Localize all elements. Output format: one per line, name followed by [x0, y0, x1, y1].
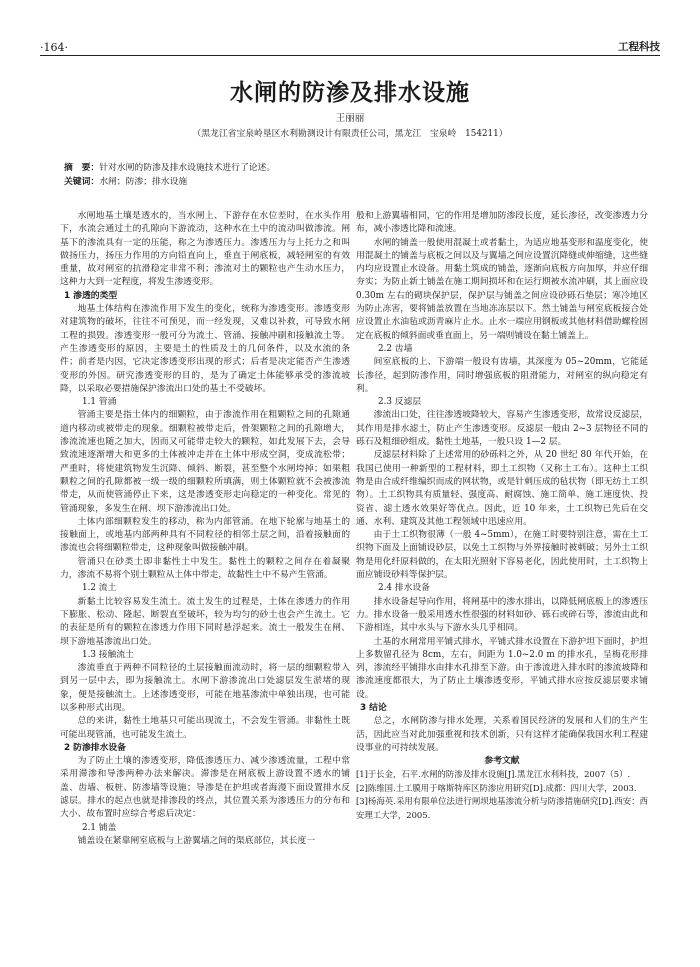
page-number: ·164·: [40, 41, 68, 54]
right-column-body: [356, 210, 648, 755]
paragraph: 由于土工织物很薄（一般 4~5mm），在施工时要特别注意，需在土工织物下面及上面铺设砂层，以免土工织物与外界接触时被刺破；另外土工织物是用化纤原料做的，在太阳光照射下容易老化，因此使用时，土工织物上面应铺设砂料等保护层。: [356, 530, 648, 581]
paragraph: 地基土体结构在渗流作用下发生的变化，统称为渗透变形。渗透变形对建筑物的破坏，往往不可预见，而一经发现，又难以补救，可导致水闸工程的损毁。渗透变形一般可分为流土、管涌、接触冲刷和接触流土等。产生渗透变形的原因，主要是土的性质及土的几何条件，以及水流的条件；前者是内因，它决定渗透变形出现的形式；后者是决定能否产生渗透变形的外因。研究渗透变形的目的，是为了确定土体能够承受的渗流坡降，以采取必要措施保护渗流出口处的基土不受破坏。: [60, 304, 350, 394]
right-column: [356, 210, 648, 930]
section-heading: 2.4 排水设备: [378, 583, 430, 594]
reference-item: [1]于长金，石平.水闸的防渗及排水设施[J].黑龙江水利科技，2007（5）.: [356, 769, 631, 780]
paragraph: 新黏土比较容易发生流土。流土发生的过程是，土体在渗透力的作用下膨胀、松动、隆起、断裂直至破坏，较为均匀的砂土也会产生流土。它的表征是所有的颗粒在渗透力作用下同时悬浮起来。流土一般发生在闸、坝下游地基渗流出口处。: [60, 596, 350, 647]
article-title: 水闸的防渗及排水设施: [230, 79, 470, 106]
paragraph: 反滤层材料除了上述常用的砂砾料之外，从 20 世纪 80 年代开始，在我国已使用一种新型的工程材料，即土工织物（又称土工布）。这种土工织物是由合成纤维编织而成的网状物，或是针刺压成的毡状物（即无纺土工织物）。土工织物具有质量轻、强度高、耐腐蚀、施工简单、施工速度快、投资省、滤土透水效果好等优点。因此，近 10 年来，土工织物已先后在交通、水利、建筑及其他工程领域中迅速应用。: [356, 450, 648, 527]
paragraph: 渗流垂直于两种不同粒径的土层接触面流动时，将一层的细颗粒带入到另一层中去，即为接触流土。水闸下游渗流出口处滤层发生淤堵的现象，便是接触流土。上述渗透变形，可能在地基渗流中单独出现，也可能以多种形式出现。: [60, 663, 350, 713]
section-heading: 1.1 管涌: [82, 397, 117, 408]
paragraph: 土体内部细颗粒发生的移动，称为内部管涌。在地下轮廓与地基土的接触面上，或地基内部两种具有不同粒径的相邻土层之间，沿着接触面的渗流也会将细颗粒带走，这种现象叫做接触冲刷。: [60, 516, 350, 554]
section-heading: 1.2 流土: [82, 583, 117, 594]
affiliation: （黑龙江省宝泉岭垦区水利勘测设计有限责任公司，黑龙江 宝泉岭 154211）: [192, 129, 508, 139]
running-header: [40, 36, 660, 54]
paragraph: 为了防止土壤的渗透变形，降低渗透压力、减少渗透流量，工程中常采用滞渗和导渗两种办法来解决。滞渗是在闸底板上游设置不透水的铺盖、齿墙、板桩、防渗墙等设施；导渗是在护坦或者海漫下面设置排水反滤层。排水的起点也就是排渗段的终点，其位置关系为渗透压力的分布和大小、故布置时应综合考虑后决定：: [60, 756, 350, 820]
author: 王丽丽: [335, 113, 365, 124]
paragraph: 管涌主要是指土体内的细颗粒，由于渗流作用在粗颗粒之间的孔隙通道内移动或被带走的现象。细颗粒被带走后，骨架颗粒之间的孔隙增大，渗流流速也随之加大，因而又可能带走较大的颗粒，如此发展下去，会导致流速逐渐增大和更多的土体被冲走并在土体中形成空洞，变成流松带；严重时，将使建筑物发生沉降、倾斜、断裂，甚至整个水闸垮掉；如果粗颗粒之间的孔隙都被一级一级的细颗粒所填满，则土体颗粒就不会被渗流带走，从而使管涌停止下来，这是渗透变形走向稳定的一种变化。常见的管涌现象，多发生在闸、坝下游渗流出口处。: [60, 410, 350, 514]
keywords: [64, 176, 636, 189]
paragraph: 水闸地基土壤是透水的，当水闸上、下游存在水位差时，在水头作用下，水流会通过土的孔隙向下游流动，这种水在土中的流动叫做渗流。闸基下的渗流具有一定的压能，称之为渗透压力。渗透压力与上托力之和叫做扬压力，扬压力作用的方向铅直向上，垂直于闸底板，减轻闸室的有效重量，故对闸室的抗滑稳定非常不利；渗流对土的颗粒也产生动水压力，这种力大到一定程度，将发生渗透变形。: [60, 211, 350, 288]
section-heading: 1 渗透的类型: [64, 290, 118, 301]
paragraph: 水闸的铺盖一般使用混凝土或者黏土，为适应地基变形和温度变化，使用混凝土的铺盖与底板之间以及与翼墙之间应设置沉降缝或伸缩缝，这些缝内均应设置止水设备。用黏土筑成的铺盖，逐渐向底板方向加厚，并应仔细夯实；为防止新土铺盖在施工期间损坏和在运行期被水流冲刷，其上面应设 0.30m 左右的砌块保护层，保护层与铺盖之间应设砂砾石垫层；寒冷地区为防止冻害，要将铺盖放置在当地冻冻层以下。然土铺盖与闸室底板接合处应设置止水油毡或沥青麻片止水。止水一端应用钢板或其他材料借助螺栓固定在底板的倾斜面或垂直面上，另一端则铺设在黏土铺盖上。: [356, 237, 648, 341]
abstract-label: 摘 要：: [64, 163, 100, 173]
section-heading: 1.3 接触流土: [82, 649, 134, 660]
section-heading: 2 防渗排水设备: [64, 742, 126, 753]
keywords-text: 水闸；防渗；排水设施: [99, 177, 188, 187]
section-heading: 3 结论: [360, 702, 387, 713]
paragraph: 管涌只在砂类土即非黏性土中发生。黏性土的颗粒之间存在着凝聚力，渗流不易将个别土颗粒从土体中带走，故黏性土中不易产生管涌。: [60, 556, 350, 581]
paragraph: 总之，水闸防渗与排水处理，关系着国民经济的发展和人们的生产生活，因此应当对此加强重视和技术创新，只有这样才能确保我国水利工程建设事业的可持续发展。: [356, 716, 648, 753]
abstract: [64, 162, 636, 175]
left-column: [60, 210, 350, 930]
paragraph: 般和上游翼墙相同，它的作用是增加防渗段长度，延长渗径，改变渗透力分布，减小渗透比降和流速。: [356, 211, 648, 235]
journal-name: 工程科技: [618, 41, 660, 53]
paragraph: 排水设备起导向作用，将闸基中的渗水排出，以降低闸底板上的渗透压力。排水设备一般采用透水性很强的材料如砂、砾石或碎石等，渗流由此和下游相连，其中水头与下游水头几乎相同。: [356, 596, 648, 634]
section-heading: 2.3 反滤层: [378, 397, 422, 408]
reference-item: [2]陈维国.土工膜用于喀斯特库区防渗应用研究[D].成都：四川大学，2003.: [356, 782, 637, 793]
reference-list: [356, 768, 648, 822]
section-heading: 2.1 铺盖: [82, 822, 117, 833]
references-heading: 参考文献: [484, 756, 520, 767]
paragraph: 总的来讲，黏性土地基只可能出现流土，不会发生管涌。非黏性土既可能出现管涌，也可能发生流土。: [60, 716, 350, 740]
paragraph: 土基的水闸常用平铺式排水，平铺式排水设置在下游护坦下面时，护坦上多数留孔径为 8cm，左右，间距为 1.0~2.0 m 的排水孔，呈梅花形排列，渗流经平铺排水由排水孔排至下游。由于渗流进入排水时的渗流坡降和渗流速度都很大，为了防止土壤渗透变形，平铺式排水应按反滤层要求铺设。: [356, 636, 648, 700]
abstract-text: 针对水闸的防渗及排水设施技术进行了论述。: [99, 163, 276, 173]
reference-item: [3]杨海英.采用有限单位法进行闸坝地基渗流分析与防渗措施研究[D].西安：西安理工大学，2005.: [356, 796, 648, 820]
paragraph: 渗流出口处，往往渗透坡降较大，容易产生渗透变形，故常设反滤层，其作用是排水滤土，防止产生渗透变形。反滤层一般由 2~3 层物径不同的砾石及粗细砂组成。黏性土地基，一般只设 1—2 层。: [356, 410, 648, 448]
header-rule: [40, 55, 660, 56]
section-heading: 2.2 齿墙: [378, 343, 413, 354]
keywords-label: 关键词：: [64, 177, 100, 187]
paragraph: 间室底板的上、下游端一般设有齿墙，其深度为 05~20mm，它能延长渗径，起到防渗作用，同时增强底板的阻滑能力，对闸室的纵向稳定有利。: [356, 357, 648, 394]
paragraph: 铺盖设在紧靠闸室底板与上游翼墙之间的渠底部位，其长度一: [77, 835, 316, 846]
